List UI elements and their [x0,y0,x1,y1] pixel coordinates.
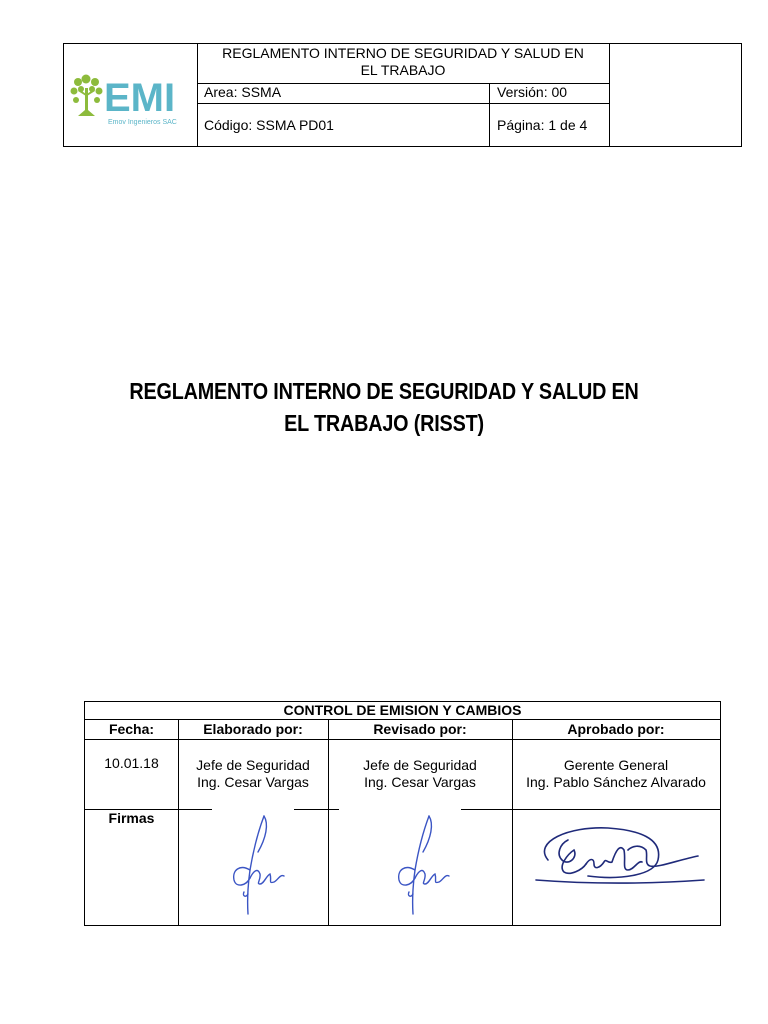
column-header-elaborado: Elaborado por: [203,721,303,737]
document-title-line: EL TRABAJO (RISST) [284,410,484,436]
header-title-line: REGLAMENTO INTERNO DE SEGURIDAD Y SALUD EN [222,45,584,61]
elaborado-person: Ing. Cesar Vargas [197,774,309,790]
table-divider [178,719,179,925]
header-pagina: Página: 1 de 4 [497,117,588,133]
revisado-person: Ing. Cesar Vargas [364,774,476,790]
revisado-role: Jefe de Seguridad [363,757,477,773]
table-divider [328,719,329,925]
company-logo [68,74,196,134]
table-divider [85,719,720,720]
aprobado-value [512,757,720,791]
logo-subtitle: Emov Ingenieros SAC [108,119,177,126]
aprobado-person: Ing. Pablo Sánchez Alvarado [526,774,706,790]
table-divider [461,809,720,810]
firmas-label: Firmas [108,810,155,826]
header-divider [609,44,610,146]
header-area: Area: SSMA [204,84,282,100]
document-header [63,43,742,147]
header-divider [197,103,609,104]
fecha-value: 10.01.18 [104,755,159,771]
header-divider [489,83,490,146]
column-header-aprobado: Aprobado por: [567,721,665,737]
document-title [54,375,714,439]
header-codigo: Código: SSMA PD01 [204,117,334,133]
aprobado-role: Gerente General [563,757,669,773]
table-divider [512,719,513,925]
document-title-line: REGLAMENTO INTERNO DE SEGURIDAD Y SALUD EN [129,378,639,404]
table-divider [294,809,339,810]
logo-text: EMI [104,76,176,120]
revisado-value [328,757,512,791]
header-title [197,45,609,79]
signature-revisado [385,812,465,920]
table-divider [85,739,720,740]
tree-logo-icon [68,74,196,134]
elaborado-role: Jefe de Seguridad [196,757,310,773]
header-title-line: EL TRABAJO [360,62,446,78]
control-table-title: CONTROL DE EMISION Y CAMBIOS [283,702,522,718]
header-version: Versión: 00 [497,84,568,100]
signature-aprobado [528,820,708,890]
column-header-revisado: Revisado por: [373,721,467,737]
signature-elaborado [220,812,300,920]
elaborado-value [178,757,328,791]
column-header-fecha: Fecha: [108,721,155,737]
control-table [84,701,721,926]
